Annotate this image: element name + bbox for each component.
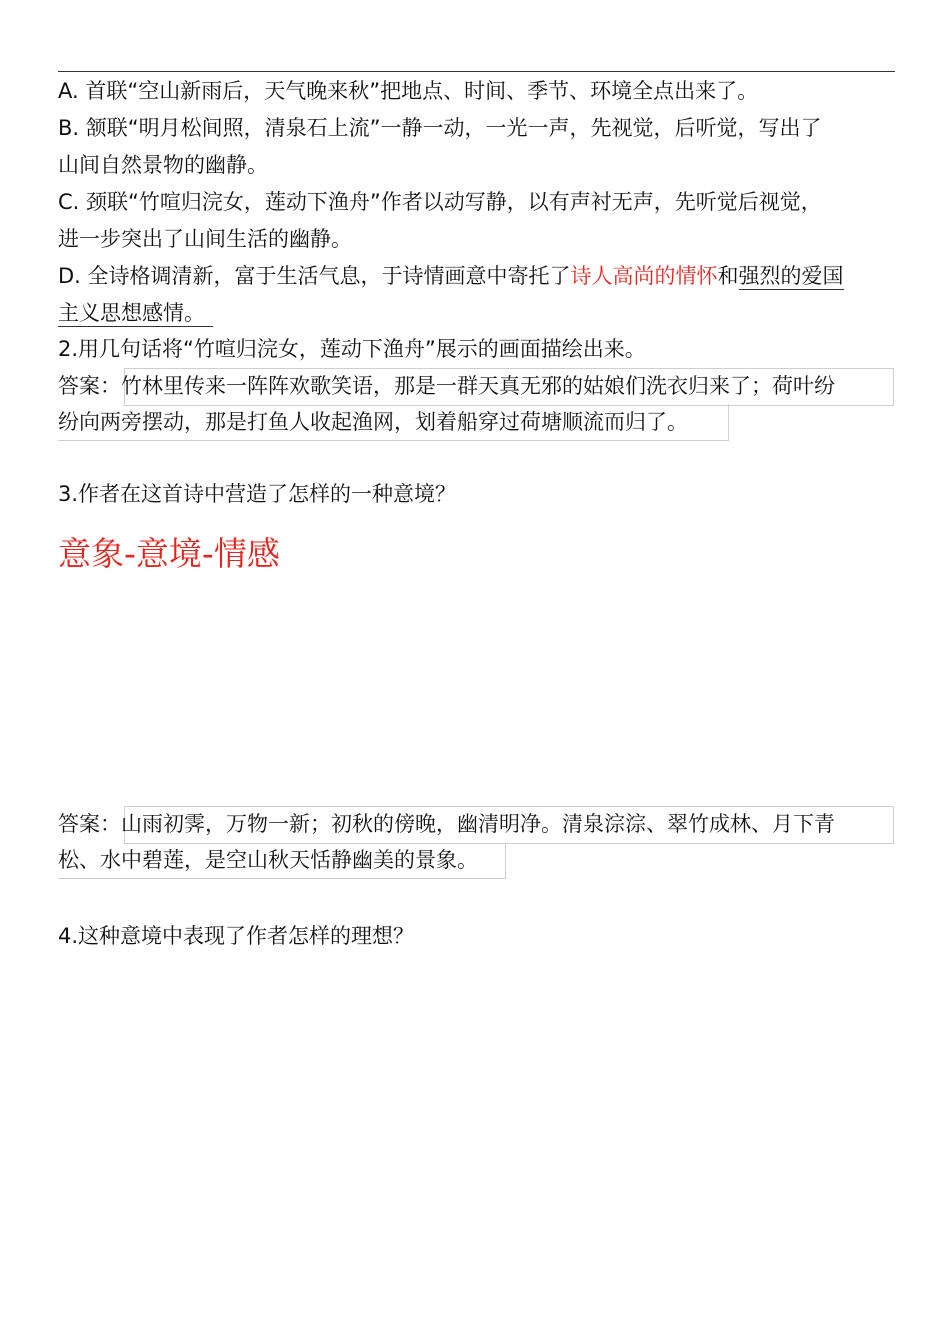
answer-3-text-1: 山雨初霁，万物一新；初秋的傍晚，幽清明净。清泉淙淙、翠竹成林、月下青 bbox=[121, 812, 835, 836]
answer-3-label: 答案： bbox=[58, 812, 121, 836]
answer-2-line1 bbox=[58, 368, 835, 404]
option-d-underlined-2: 主义思想感情。 bbox=[58, 301, 213, 327]
option-d-underlined-1: 强烈的爱国 bbox=[738, 264, 844, 288]
option-d-prefix: D. 全诗格调清新，富于生活气息，于诗情画意中寄托了 bbox=[58, 264, 571, 288]
option-c-line1: C. 颈联“竹喧归浣女，莲动下渔舟”作者以动写静，以有声衬无声，先听觉后视觉， bbox=[58, 190, 822, 214]
question-3: 3.作者在这首诗中营造了怎样的一种意境？ bbox=[58, 482, 457, 506]
option-c-line2: 进一步突出了山间生活的幽静。 bbox=[58, 227, 352, 251]
imagery-heading: 意象-意境-情感 bbox=[58, 534, 280, 573]
top-rule bbox=[58, 71, 895, 72]
option-d-red-highlight: 诗人高尚的情怀 bbox=[570, 264, 718, 288]
question-2: 2.用几句话将“竹喧归浣女，莲动下渔舟”展示的画面描绘出来。 bbox=[58, 337, 646, 361]
option-d-mid: 和 bbox=[717, 264, 739, 288]
question-4: 4.这种意境中表现了作者怎样的理想？ bbox=[58, 924, 415, 948]
option-b-line1: B. 颔联“明月松间照，清泉石上流”一静一动，一光一声，先视觉，后听觉，写出了 bbox=[58, 116, 822, 140]
answer-3-line1 bbox=[58, 806, 835, 842]
option-d-line1 bbox=[58, 258, 844, 294]
answer-2-line2: 纷向两旁摆动，那是打鱼人收起渔网，划着船穿过荷塘顺流而归了。 bbox=[58, 410, 688, 434]
answer-2-text-1: 竹林里传来一阵阵欢歌笑语，那是一群天真无邪的姑娘们洗衣归来了；荷叶纷 bbox=[121, 374, 835, 398]
answer-3-line2: 松、水中碧莲，是空山秋天恬静幽美的景象。 bbox=[58, 848, 478, 872]
option-a: A. 首联“空山新雨后，天气晚来秋”把地点、时间、季节、环境全点出来了。 bbox=[58, 79, 759, 103]
option-b-line2: 山间自然景物的幽静。 bbox=[58, 153, 268, 177]
answer-2-label: 答案： bbox=[58, 374, 121, 398]
option-d-line2 bbox=[58, 295, 213, 331]
